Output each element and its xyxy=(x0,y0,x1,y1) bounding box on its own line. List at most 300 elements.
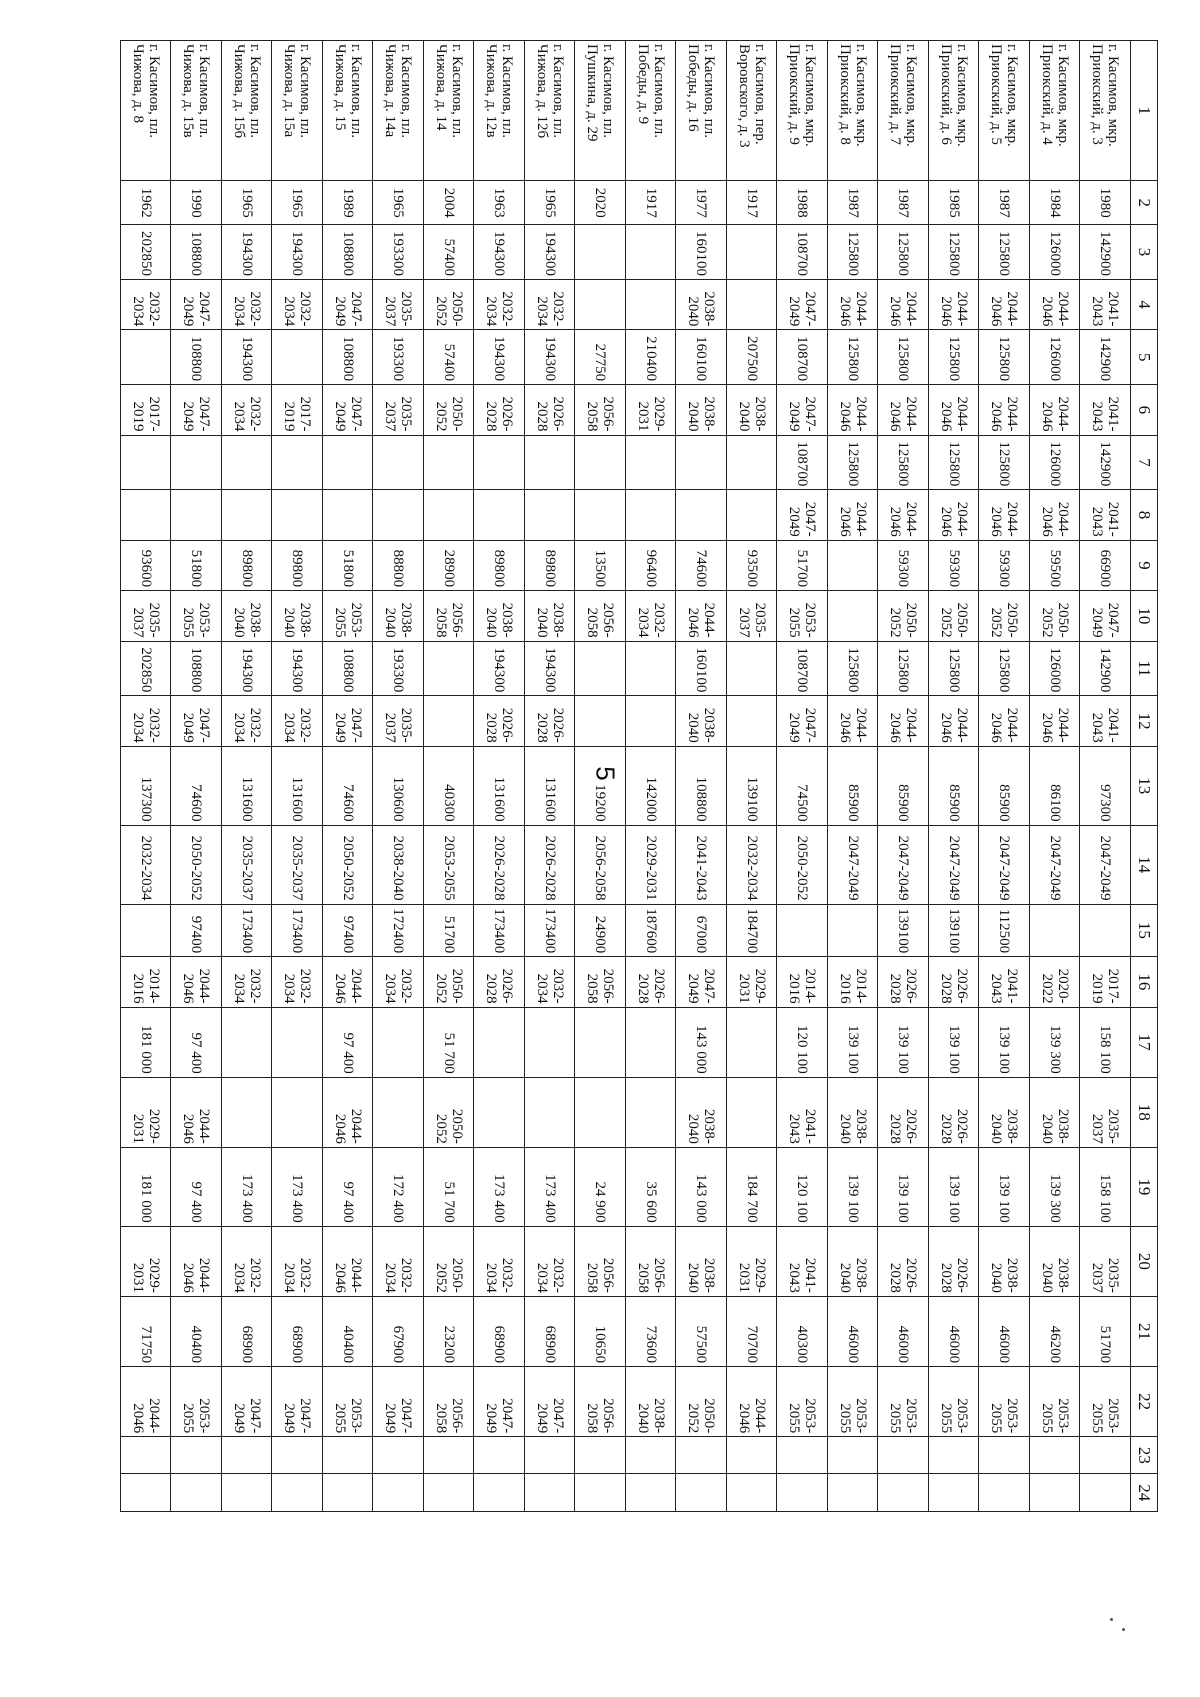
value-cell: 112500 xyxy=(979,904,1030,957)
period-cell: 2032-2034 xyxy=(272,279,323,329)
period-cell: 2038-2040 xyxy=(373,591,424,641)
period-cell: 2056-2058 xyxy=(575,385,626,435)
value-cell: 89800 xyxy=(474,540,525,590)
period-cell: 2053-2055 xyxy=(828,1367,879,1437)
value-cell: 172400 xyxy=(373,904,424,957)
period-cell: 2032-2034 xyxy=(525,957,576,1007)
period-cell: 2032-2034 xyxy=(121,825,172,904)
table-row xyxy=(272,41,323,1512)
period-cell: 2038-2040 xyxy=(373,825,424,904)
value-cell xyxy=(474,1437,525,1474)
value-cell: 46000 xyxy=(929,1296,980,1366)
value-cell: 139 100 xyxy=(828,1147,879,1226)
period-cell: 2050-2052 xyxy=(777,825,828,904)
period-cell: 2044-2046 xyxy=(171,1077,222,1147)
year-built-cell: 1965 xyxy=(373,181,424,225)
column-header: 24 xyxy=(1131,1474,1158,1512)
value-cell: 139 100 xyxy=(929,1147,980,1226)
period-cell: 2056-2058 xyxy=(575,1226,626,1296)
value-cell xyxy=(626,1437,677,1474)
value-cell: 193300 xyxy=(373,641,424,696)
value-cell: 73600 xyxy=(626,1296,677,1366)
value-cell: 207500 xyxy=(727,330,778,385)
value-cell xyxy=(323,435,374,490)
value-cell xyxy=(1080,1437,1131,1474)
value-cell xyxy=(979,1437,1030,1474)
year-built-cell: 1963 xyxy=(474,181,525,225)
address-cell: г. Касимов, пл. Чижова, д. 15б xyxy=(222,41,273,181)
value-cell xyxy=(222,1077,273,1147)
period-cell: 2041-2043 xyxy=(1080,490,1131,540)
value-cell: 142900 xyxy=(1080,330,1131,385)
value-cell xyxy=(828,904,879,957)
value-cell: 194300 xyxy=(525,330,576,385)
value-cell: 139 300 xyxy=(1030,1147,1081,1226)
period-cell: 2047-2049 xyxy=(929,825,980,904)
value-cell: 210400 xyxy=(626,330,677,385)
table-row xyxy=(727,41,778,1512)
value-cell: 139100 xyxy=(878,904,929,957)
column-header: 1 xyxy=(1131,41,1158,181)
value-cell: 125800 xyxy=(929,435,980,490)
value-cell: 93500 xyxy=(727,540,778,590)
value-cell: 181 000 xyxy=(121,1147,172,1226)
year-built-cell: 1985 xyxy=(929,181,980,225)
value-cell: 24 900 xyxy=(575,1147,626,1226)
period-cell: 2047-2049 xyxy=(272,1367,323,1437)
period-cell: 2044-2046 xyxy=(979,385,1030,435)
value-cell xyxy=(171,490,222,540)
value-cell: 97 400 xyxy=(323,1007,374,1077)
address-cell: г. Касимов, пл. Чижова, д. 14 xyxy=(424,41,475,181)
address-cell: г. Касимов, мкр. Приокский, д. 6 xyxy=(929,41,980,181)
period-cell: 2056-2058 xyxy=(575,825,626,904)
period-cell: 2032-2034 xyxy=(272,957,323,1007)
value-cell: 125800 xyxy=(979,225,1030,280)
period-cell: 2035-2037 xyxy=(373,279,424,329)
table-container xyxy=(120,40,1158,1512)
table-row xyxy=(575,41,626,1512)
value-cell xyxy=(727,435,778,490)
column-header: 8 xyxy=(1131,490,1158,540)
value-cell xyxy=(323,1437,374,1474)
period-cell: 2044-2046 xyxy=(676,591,727,641)
table-row xyxy=(676,41,727,1512)
value-cell xyxy=(828,591,879,641)
value-cell xyxy=(979,1474,1030,1512)
period-cell: 2050-2052 xyxy=(424,1077,475,1147)
table-row xyxy=(171,41,222,1512)
value-cell xyxy=(626,279,677,329)
period-cell: 2047-2049 xyxy=(171,696,222,746)
value-cell: 46000 xyxy=(979,1296,1030,1366)
value-cell xyxy=(828,1474,879,1512)
value-cell: 173400 xyxy=(525,904,576,957)
value-cell xyxy=(676,435,727,490)
value-cell: 139 300 xyxy=(1030,1007,1081,1077)
value-cell: 40400 xyxy=(323,1296,374,1366)
value-cell: 120 100 xyxy=(777,1147,828,1226)
value-cell: 194300 xyxy=(222,225,273,280)
table-row xyxy=(373,41,424,1512)
period-cell: 2014-2016 xyxy=(777,957,828,1007)
value-cell xyxy=(171,435,222,490)
value-cell: 158 100 xyxy=(1080,1147,1131,1226)
period-cell: 2038-2040 xyxy=(828,1077,879,1147)
period-cell: 2017-2019 xyxy=(272,385,323,435)
period-cell: 2032-2034 xyxy=(222,385,273,435)
value-cell: 68900 xyxy=(525,1296,576,1366)
period-cell: 2053-2055 xyxy=(979,1367,1030,1437)
year-built-cell: 1977 xyxy=(676,181,727,225)
value-cell xyxy=(222,1474,273,1512)
period-cell: 2047-2049 xyxy=(525,1367,576,1437)
period-cell: 2044-2046 xyxy=(171,957,222,1007)
value-cell: 194300 xyxy=(525,225,576,280)
value-cell xyxy=(1080,904,1131,957)
value-cell xyxy=(828,1437,879,1474)
period-cell: 2038-2040 xyxy=(474,591,525,641)
value-cell: 66900 xyxy=(1080,540,1131,590)
period-cell: 2038-2040 xyxy=(727,385,778,435)
period-cell: 2038-2040 xyxy=(222,591,273,641)
value-cell: 120 100 xyxy=(777,1007,828,1077)
value-cell: 51700 xyxy=(777,540,828,590)
value-cell: 125800 xyxy=(828,641,879,696)
period-cell: 2053-2055 xyxy=(878,1367,929,1437)
value-cell xyxy=(171,1474,222,1512)
address-cell: г. Касимов, пл. Чижова, д. 15 xyxy=(323,41,374,181)
period-cell: 2047-2049 xyxy=(777,279,828,329)
value-cell xyxy=(676,1437,727,1474)
value-cell: 71750 xyxy=(121,1296,172,1366)
value-cell: 126000 xyxy=(1030,330,1081,385)
value-cell: 74600 xyxy=(323,746,374,825)
period-cell: 2044-2046 xyxy=(1030,385,1081,435)
value-cell: 181 000 xyxy=(121,1007,172,1077)
period-cell: 2035-2037 xyxy=(272,825,323,904)
value-cell: 74600 xyxy=(676,540,727,590)
value-cell xyxy=(929,1437,980,1474)
value-cell xyxy=(474,490,525,540)
value-cell xyxy=(272,1474,323,1512)
value-cell xyxy=(525,1437,576,1474)
value-cell xyxy=(272,330,323,385)
period-cell: 2032-2034 xyxy=(222,957,273,1007)
period-cell: 2050-2052 xyxy=(323,825,374,904)
value-cell: 89800 xyxy=(525,540,576,590)
value-cell: 173 400 xyxy=(222,1147,273,1226)
column-header: 16 xyxy=(1131,957,1158,1007)
value-cell: 131600 xyxy=(525,746,576,825)
period-cell: 2032-2034 xyxy=(272,696,323,746)
period-cell: 2017-2019 xyxy=(1080,957,1131,1007)
value-cell: 97 400 xyxy=(171,1147,222,1226)
period-cell: 2038-2040 xyxy=(676,1226,727,1296)
value-cell: 173400 xyxy=(474,904,525,957)
value-cell xyxy=(727,696,778,746)
value-cell: 126000 xyxy=(1030,435,1081,490)
period-cell: 2050-2052 xyxy=(1030,591,1081,641)
period-cell: 2053-2055 xyxy=(171,1367,222,1437)
period-cell: 2044-2046 xyxy=(828,490,879,540)
period-cell: 2047-2049 xyxy=(323,385,374,435)
value-cell: 51 700 xyxy=(424,1007,475,1077)
period-cell: 2032-2034 xyxy=(373,957,424,1007)
value-cell xyxy=(323,1474,374,1512)
table-row xyxy=(929,41,980,1512)
value-cell xyxy=(676,1474,727,1512)
period-cell: 2032-2034 xyxy=(525,279,576,329)
value-cell: 125800 xyxy=(828,225,879,280)
period-cell: 2056-2058 xyxy=(424,1367,475,1437)
period-cell: 2056-2058 xyxy=(575,957,626,1007)
value-cell xyxy=(626,435,677,490)
period-cell: 2041-2043 xyxy=(1080,279,1131,329)
value-cell xyxy=(525,1077,576,1147)
period-cell: 2029-2031 xyxy=(626,385,677,435)
value-cell: 126000 xyxy=(1030,225,1081,280)
period-cell: 2035-2037 xyxy=(727,591,778,641)
value-cell xyxy=(272,490,323,540)
year-built-cell: 1917 xyxy=(626,181,677,225)
value-cell xyxy=(474,1474,525,1512)
value-cell: 108800 xyxy=(323,330,374,385)
period-cell: 2050-2052 xyxy=(676,1367,727,1437)
value-cell: 67900 xyxy=(373,1296,424,1366)
value-cell xyxy=(727,641,778,696)
column-header: 14 xyxy=(1131,825,1158,904)
address-cell: г. Касимов, мкр. Приокский, д. 9 xyxy=(777,41,828,181)
period-cell: 2026-2028 xyxy=(626,957,677,1007)
value-cell: 97 400 xyxy=(171,1007,222,1077)
value-cell: 194300 xyxy=(474,641,525,696)
value-cell: 137300 xyxy=(121,746,172,825)
period-cell: 2044-2046 xyxy=(828,696,879,746)
value-cell: 88800 xyxy=(373,540,424,590)
value-cell xyxy=(676,490,727,540)
value-cell: 59300 xyxy=(878,540,929,590)
column-header: 3 xyxy=(1131,225,1158,280)
value-cell: 130600 xyxy=(373,746,424,825)
value-cell xyxy=(727,279,778,329)
period-cell: 2026-2028 xyxy=(525,385,576,435)
period-cell: 2026-2028 xyxy=(474,957,525,1007)
period-cell: 2044-2046 xyxy=(1030,490,1081,540)
period-cell: 2050-2052 xyxy=(424,279,475,329)
value-cell xyxy=(373,1077,424,1147)
period-cell: 2038-2040 xyxy=(1030,1226,1081,1296)
column-header: 10 xyxy=(1131,591,1158,641)
address-cell: г. Касимов, мкр. Приокский, д. 5 xyxy=(979,41,1030,181)
value-cell: 187600 xyxy=(626,904,677,957)
value-cell: 139 100 xyxy=(828,1007,879,1077)
period-cell: 2041-2043 xyxy=(979,957,1030,1007)
period-cell: 2044-2046 xyxy=(929,490,980,540)
value-cell: 194300 xyxy=(474,330,525,385)
year-built-cell: 1917 xyxy=(727,181,778,225)
period-cell: 2044-2046 xyxy=(323,1077,374,1147)
value-cell: 125800 xyxy=(878,435,929,490)
value-cell: 108700 xyxy=(777,330,828,385)
value-cell: 108800 xyxy=(676,746,727,825)
address-cell: г. Касимов, пл. Чижова, д. 14а xyxy=(373,41,424,181)
value-cell: 74600 xyxy=(171,746,222,825)
table-row xyxy=(1080,41,1131,1512)
value-cell: 193300 xyxy=(373,225,424,280)
period-cell: 2014-2016 xyxy=(121,957,172,1007)
value-cell: 13500 xyxy=(575,540,626,590)
value-cell xyxy=(121,1474,172,1512)
value-cell xyxy=(727,1474,778,1512)
column-header: 17 xyxy=(1131,1007,1158,1077)
table-row xyxy=(424,41,475,1512)
period-cell: 2047-2049 xyxy=(777,385,828,435)
table-row xyxy=(979,41,1030,1512)
value-cell xyxy=(424,1437,475,1474)
value-cell: 57400 xyxy=(424,330,475,385)
value-cell xyxy=(626,1474,677,1512)
period-cell: 2050-2052 xyxy=(424,1226,475,1296)
table-row xyxy=(121,41,172,1512)
value-cell: 59300 xyxy=(979,540,1030,590)
period-cell: 2053-2055 xyxy=(171,591,222,641)
value-cell: 97300 xyxy=(1080,746,1131,825)
value-cell: 125800 xyxy=(828,435,879,490)
column-header: 15 xyxy=(1131,904,1158,957)
year-built-cell: 1987 xyxy=(979,181,1030,225)
table-row xyxy=(828,41,879,1512)
address-cell: г. Касимов, пл. Чижова, д. 15в xyxy=(171,41,222,181)
value-cell: 35 600 xyxy=(626,1147,677,1226)
value-cell: 125800 xyxy=(929,641,980,696)
period-cell: 2041-2043 xyxy=(777,1077,828,1147)
value-cell: 19200 xyxy=(575,746,626,825)
address-cell: г. Касимов, пер. Воровского, д. 3 xyxy=(727,41,778,181)
period-cell: 2050-2052 xyxy=(979,591,1030,641)
value-cell xyxy=(121,490,172,540)
period-cell: 2041-2043 xyxy=(777,1226,828,1296)
period-cell: 2029-2031 xyxy=(121,1226,172,1296)
table-row xyxy=(323,41,374,1512)
value-cell: 85900 xyxy=(979,746,1030,825)
value-cell: 51700 xyxy=(424,904,475,957)
value-cell xyxy=(222,435,273,490)
value-cell: 46000 xyxy=(828,1296,879,1366)
year-built-cell: 2020 xyxy=(575,181,626,225)
period-cell: 2053-2055 xyxy=(929,1367,980,1437)
period-cell: 2035-2037 xyxy=(373,385,424,435)
period-cell: 2044-2046 xyxy=(1030,696,1081,746)
period-cell: 2026-2028 xyxy=(474,385,525,435)
value-cell xyxy=(727,1437,778,1474)
period-cell: 2026-2028 xyxy=(474,825,525,904)
period-cell: 2041-2043 xyxy=(1080,696,1131,746)
value-cell xyxy=(474,435,525,490)
value-cell: 108800 xyxy=(323,225,374,280)
value-cell xyxy=(727,1007,778,1077)
period-cell: 2026-2028 xyxy=(929,1077,980,1147)
year-built-cell: 2004 xyxy=(424,181,475,225)
period-cell: 2029-2031 xyxy=(121,1077,172,1147)
value-cell: 125800 xyxy=(979,330,1030,385)
value-cell: 184 700 xyxy=(727,1147,778,1226)
value-cell: 125800 xyxy=(878,641,929,696)
value-cell: 139 100 xyxy=(878,1147,929,1226)
value-cell: 24900 xyxy=(575,904,626,957)
period-cell: 2038-2040 xyxy=(676,279,727,329)
table-row xyxy=(777,41,828,1512)
table-row xyxy=(626,41,677,1512)
value-cell xyxy=(575,1007,626,1077)
value-cell: 74500 xyxy=(777,746,828,825)
period-cell: 2035-2037 xyxy=(222,825,273,904)
value-cell xyxy=(373,1007,424,1077)
period-cell: 2026-2028 xyxy=(878,1226,929,1296)
period-cell: 2044-2046 xyxy=(929,279,980,329)
period-cell: 2047-2049 xyxy=(1030,825,1081,904)
page-number: 5 xyxy=(590,766,621,781)
table-row xyxy=(474,41,525,1512)
period-cell: 2044-2046 xyxy=(323,1226,374,1296)
year-built-cell: 1987 xyxy=(878,181,929,225)
value-cell: 85900 xyxy=(878,746,929,825)
value-cell: 173400 xyxy=(272,904,323,957)
scan-dot xyxy=(1122,1628,1125,1631)
value-cell xyxy=(1030,1437,1081,1474)
value-cell: 194300 xyxy=(222,641,273,696)
value-cell xyxy=(272,1437,323,1474)
value-cell: 160100 xyxy=(676,225,727,280)
period-cell: 2038-2040 xyxy=(979,1077,1030,1147)
period-cell: 2050-2052 xyxy=(424,957,475,1007)
value-cell xyxy=(323,490,374,540)
period-cell: 2032-2034 xyxy=(727,825,778,904)
value-cell: 59500 xyxy=(1030,540,1081,590)
value-cell: 51800 xyxy=(171,540,222,590)
period-cell: 2053-2055 xyxy=(424,825,475,904)
value-cell xyxy=(272,435,323,490)
value-cell: 40300 xyxy=(777,1296,828,1366)
period-cell: 2044-2046 xyxy=(1030,279,1081,329)
value-cell xyxy=(878,1437,929,1474)
period-cell: 2044-2046 xyxy=(828,385,879,435)
value-cell: 40400 xyxy=(171,1296,222,1366)
period-cell: 2035-2037 xyxy=(1080,1077,1131,1147)
period-cell: 2047-2049 xyxy=(171,279,222,329)
period-cell: 2053-2055 xyxy=(777,1367,828,1437)
period-cell: 2044-2046 xyxy=(878,385,929,435)
value-cell: 194300 xyxy=(474,225,525,280)
period-cell: 2047-2049 xyxy=(676,957,727,1007)
period-cell: 2044-2046 xyxy=(121,1367,172,1437)
value-cell xyxy=(777,1474,828,1512)
period-cell: 2047-2049 xyxy=(1080,591,1131,641)
value-cell xyxy=(575,490,626,540)
address-cell: г. Касимов, пл. Чижова, д. 12б xyxy=(525,41,576,181)
value-cell xyxy=(575,641,626,696)
value-cell: 173400 xyxy=(222,904,273,957)
value-cell xyxy=(575,1474,626,1512)
value-cell: 108800 xyxy=(171,330,222,385)
value-cell: 57500 xyxy=(676,1296,727,1366)
value-cell xyxy=(424,490,475,540)
value-cell: 67000 xyxy=(676,904,727,957)
period-cell: 2038-2040 xyxy=(272,591,323,641)
year-built-cell: 1984 xyxy=(1030,181,1081,225)
period-cell: 2032-2034 xyxy=(121,279,172,329)
value-cell: 139 100 xyxy=(979,1147,1030,1226)
